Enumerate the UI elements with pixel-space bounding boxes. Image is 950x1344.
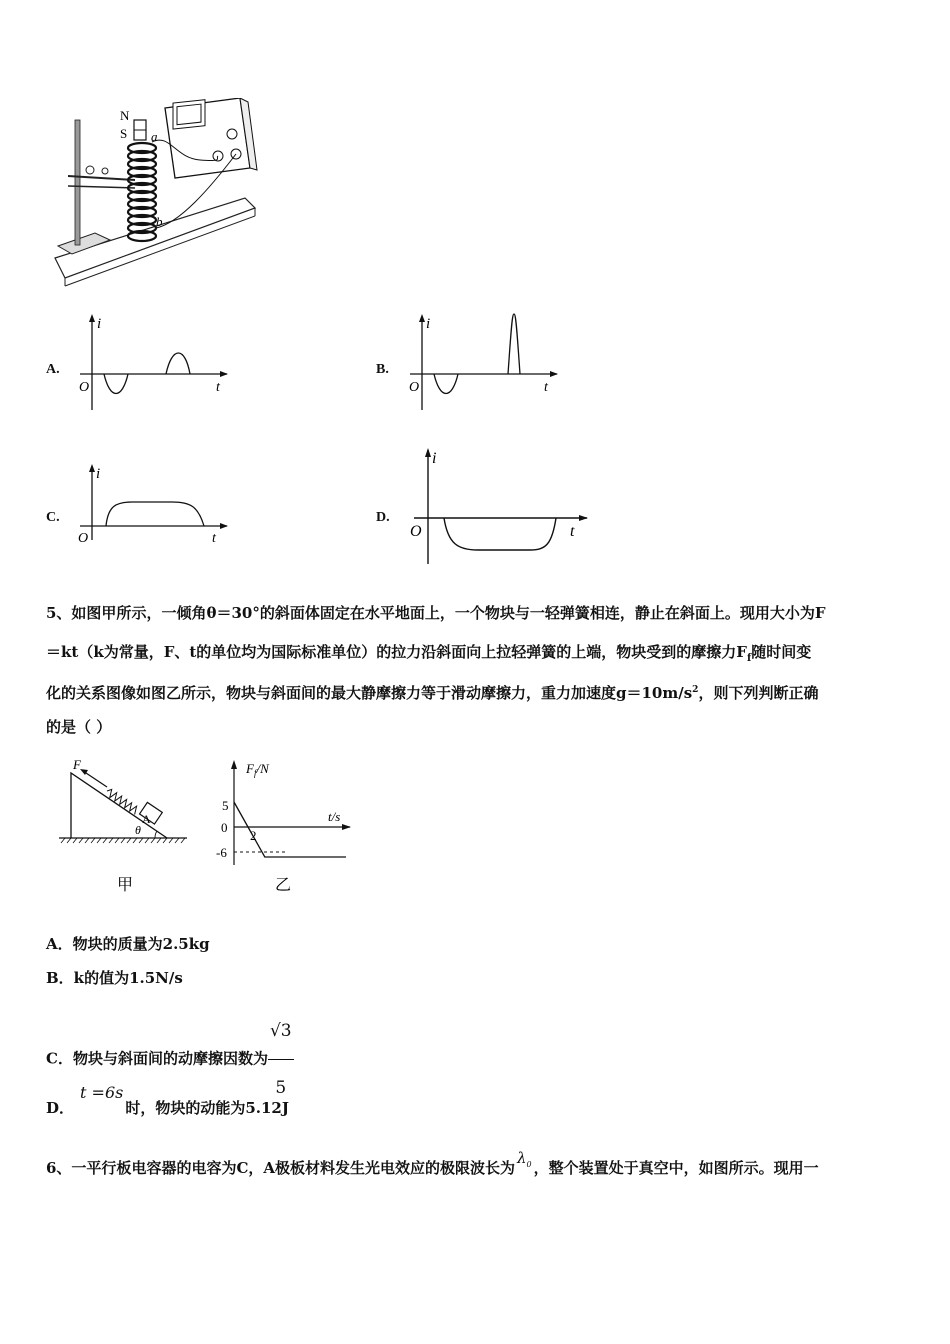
q5-option-a: A．物块的质量为2.5kg <box>46 935 210 953</box>
option-b-label: B. <box>376 362 389 377</box>
graph-option-b <box>402 312 562 412</box>
graph-d-t-label: t <box>570 523 575 540</box>
graph-a-i-label: i <box>97 316 102 332</box>
lambda-symbol: $\lambda_0$ <box>517 1149 532 1169</box>
figure-jia-incline <box>55 755 195 895</box>
q5-line-4: 的是（ ） <box>46 718 112 736</box>
jia-block-label: A <box>142 812 151 826</box>
yi-tick-0: 0 <box>221 820 228 835</box>
graph-a-t-label: t <box>216 380 220 395</box>
graph-c-i-label: i <box>96 466 101 482</box>
yi-tick-2: 2 <box>250 828 257 843</box>
q5-line-1: 5、如图甲所示，一倾角θ＝30°的斜面体固定在水平地面上，一个物块与一轻弹簧相连，静止在斜面上。现用大小为F <box>46 604 826 622</box>
graph-b-origin-label: O <box>409 380 420 395</box>
figure-yi-friction-graph <box>210 755 360 895</box>
friction-coefficient-fraction: $\frac{√3}{5}$ <box>268 1003 294 1116</box>
apparatus-figure <box>50 98 260 288</box>
q5-line-2: ＝kt（k为常量，F、t的单位均为国际标准单位）的拉力沿斜面向上拉轻弹簧的上端，物块受到的摩擦力$F_f$随时间变 <box>46 643 812 664</box>
graph-d-origin-label: O <box>410 523 422 540</box>
yi-y-axis-label: $F_f/N$ <box>246 761 269 778</box>
q5-option-d: D．t =6s时，物块的动能为5.12J <box>46 1083 289 1117</box>
yi-caption: 乙 <box>275 877 292 894</box>
graph-c-origin-label: O <box>78 531 89 546</box>
graph-a-origin-label: O <box>79 380 90 395</box>
graph-d-i-label: i <box>432 450 437 467</box>
jia-force-label: F <box>73 757 81 772</box>
q5-option-b: B．k的值为1.5N/s <box>46 969 183 987</box>
jia-theta-label: θ <box>135 823 141 837</box>
magnet-s-label: S <box>120 126 128 141</box>
coil-b-label: b <box>156 214 163 229</box>
yi-tick-neg6: -6 <box>216 845 227 860</box>
graph-c-t-label: t <box>212 531 216 546</box>
magnet-n-label: N <box>120 108 130 123</box>
option-d-label: D. <box>376 510 390 525</box>
jia-caption: 甲 <box>117 877 134 894</box>
yi-x-axis-label: t/s <box>328 809 341 824</box>
option-c-label: C. <box>46 510 60 525</box>
yi-tick-5: 5 <box>222 798 229 813</box>
graph-option-c <box>72 462 232 552</box>
q5-option-c: C．物块与斜面间的动摩擦因数为 $\frac{√3}{5}$ <box>46 1003 294 1116</box>
graph-b-t-label: t <box>544 380 548 395</box>
q6-line-1: 6、一平行板电容器的电容为C，A极板材料发生光电效应的极限波长为$\lambda_0$ ，整个装置处于真空中，如图所示。现用一 <box>46 1149 819 1177</box>
graph-option-d <box>402 446 592 566</box>
graph-b-i-label: i <box>426 316 431 332</box>
option-a-label: A. <box>46 362 60 377</box>
coil-a-label: a <box>151 129 158 144</box>
graph-option-a <box>72 312 232 412</box>
q5-line-3: 化的关系图像如图乙所示，物块与斜面间的最大静摩擦力等于滑动摩擦力，重力加速度$g=10m/s^2$，则下列判断正确 <box>46 684 819 702</box>
